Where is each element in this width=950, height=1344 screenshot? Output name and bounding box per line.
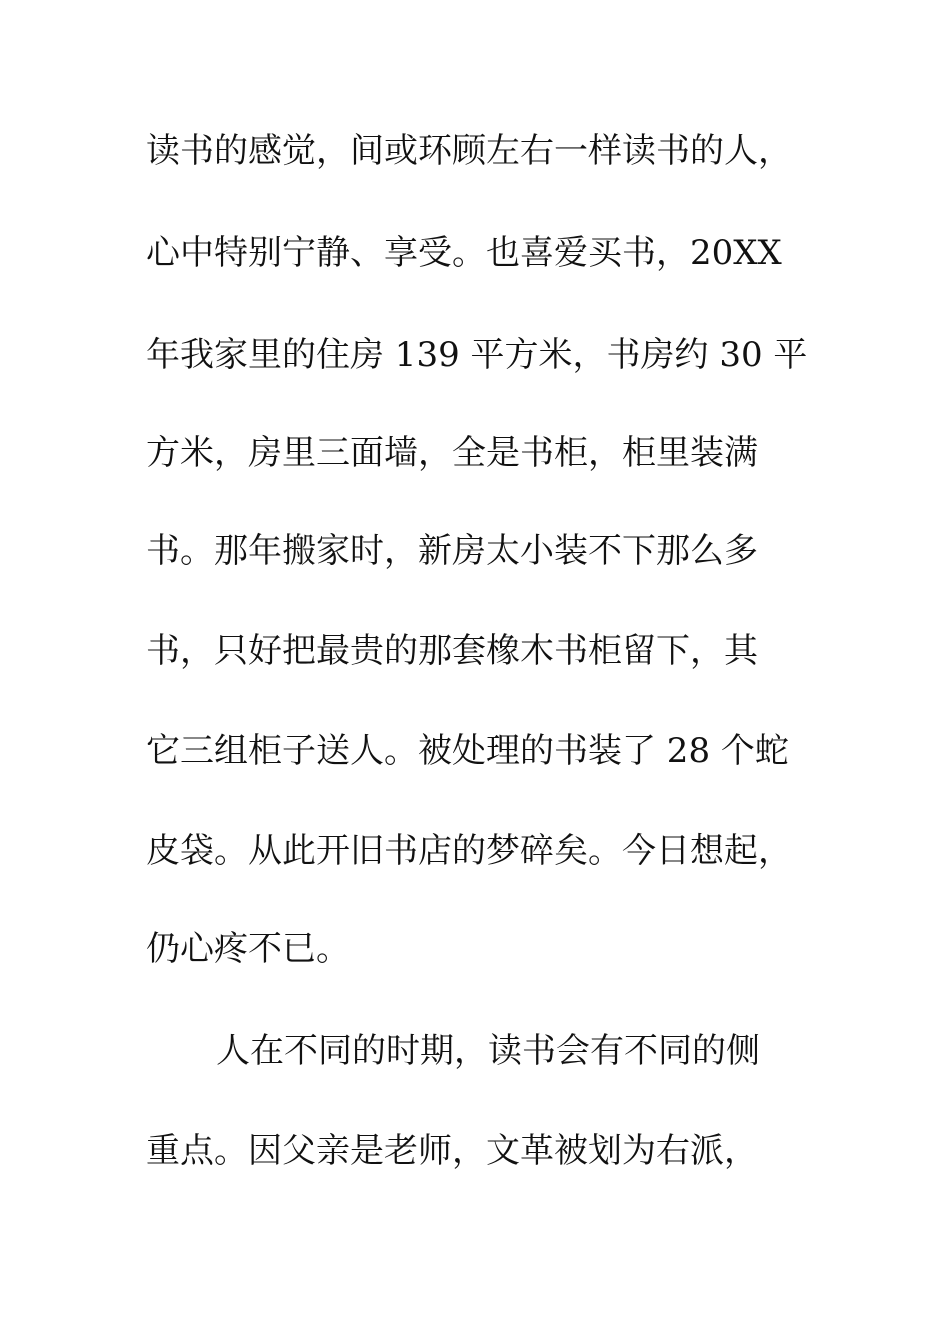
text-line-4: 方米，房里三面墙，全是书柜，柜里装满	[146, 433, 758, 473]
text-line-2: 心中特别宁静、享受。也喜爱买书，20XX	[146, 233, 782, 273]
text-line-3: 年我家里的住房 139 平方米，书房约 30 平	[146, 335, 808, 375]
text-line-11: 重点。因父亲是老师，文革被划为右派，	[146, 1131, 758, 1171]
text-line-9: 仍心疼不已。	[146, 929, 350, 969]
text-line-6: 书，只好把最贵的那套橡木书柜留下，其	[146, 631, 758, 671]
text-line-7: 它三组柜子送人。被处理的书装了 28 个蛇	[146, 731, 789, 771]
text-line-8: 皮袋。从此开旧书店的梦碎矣。今日想起，	[146, 831, 792, 871]
text-line-5: 书。那年搬家时，新房太小装不下那么多	[146, 531, 758, 571]
text-line-10: 人在不同的时期，读书会有不同的侧	[216, 1031, 760, 1071]
text-line-1: 读书的感觉，间或环顾左右一样读书的人，	[146, 131, 792, 171]
